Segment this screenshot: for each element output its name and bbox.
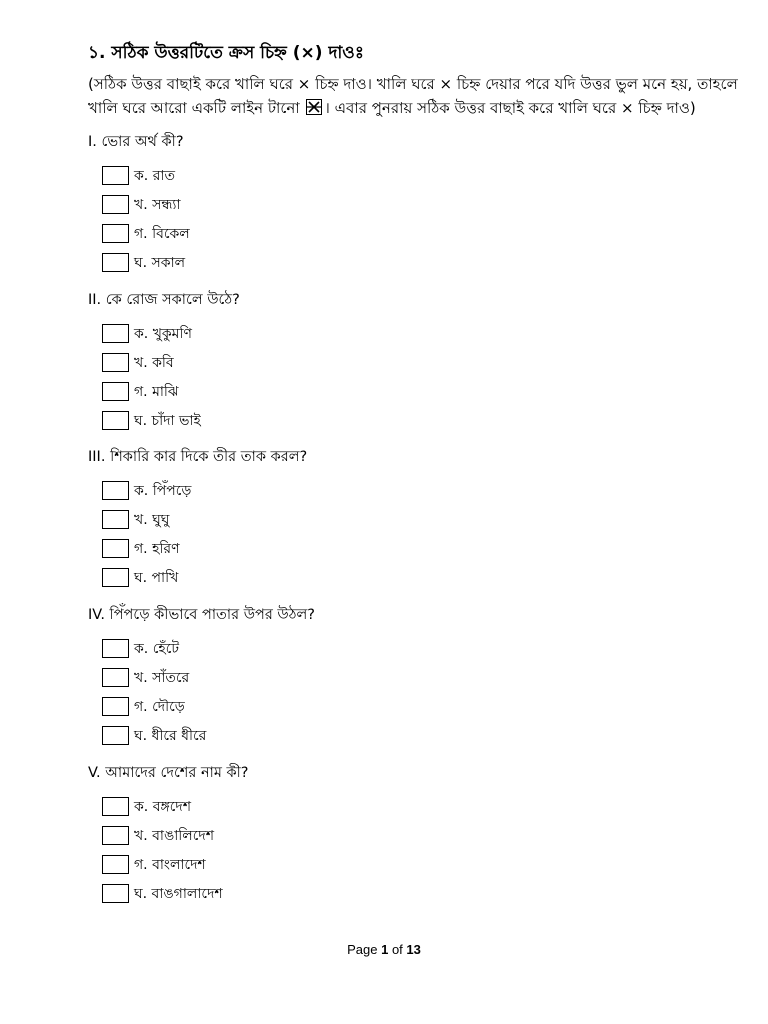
question-4 [88, 604, 688, 750]
option-ka [88, 476, 688, 505]
question-prompt: কে রোজ সকালে উঠে? [105, 292, 240, 308]
total-pages: 13 [406, 942, 421, 957]
answer-checkbox[interactable] [102, 195, 129, 214]
answer-checkbox[interactable] [102, 253, 129, 272]
answer-checkbox[interactable] [102, 855, 129, 874]
option-ka [88, 792, 688, 821]
question-text [88, 446, 688, 468]
option-gha [88, 406, 688, 435]
section-heading: ১. সঠিক উত্তরটিতে ক্রস চিহ্ন (×) দাওঃ [88, 43, 364, 63]
instructions-line-1: (সঠিক উত্তর বাছাই করে খালি ঘরে × চিহ্ন দাও। খালি ঘরে × চিহ্ন দেয়ার পরে যদি উত্তর ভুল মনে হয়, তাহলে [88, 75, 738, 93]
answer-checkbox[interactable] [102, 668, 129, 687]
instructions-line-2 [88, 96, 696, 120]
question-number: II. [88, 292, 102, 308]
option-gha [88, 248, 688, 277]
crossed-box-icon [306, 99, 322, 115]
option-label: গ. মাঝি [134, 383, 179, 400]
answer-checkbox[interactable] [102, 166, 129, 185]
answer-checkbox[interactable] [102, 568, 129, 587]
options-list [88, 634, 688, 750]
option-kha [88, 821, 688, 850]
page-word: Page [347, 942, 378, 957]
question-prompt: শিকারি কার দিকে তীর তাক করল? [110, 449, 308, 465]
page-footer [0, 942, 768, 957]
answer-checkbox[interactable] [102, 884, 129, 903]
option-label: ক. খুকুমণি [134, 325, 192, 342]
question-prompt: পিঁপড়ে কীভাবে পাতার উপর উঠল? [109, 607, 315, 623]
instructions [88, 72, 738, 120]
option-kha [88, 663, 688, 692]
current-page-number: 1 [381, 942, 389, 957]
options-list [88, 476, 688, 592]
question-text [88, 131, 688, 153]
options-list [88, 792, 688, 908]
answer-checkbox[interactable] [102, 324, 129, 343]
option-label: ঘ. পাখি [134, 569, 179, 586]
instructions-line-2-start: খালি ঘরে আরো একটি লাইন টানো [88, 99, 300, 117]
answer-checkbox[interactable] [102, 697, 129, 716]
answer-checkbox[interactable] [102, 797, 129, 816]
option-label: ঘ. চাঁদা ভাই [134, 412, 201, 429]
option-label: ক. রাত [134, 167, 175, 184]
option-label: খ. সাঁতরে [134, 669, 190, 686]
question-text [88, 604, 688, 626]
answer-checkbox[interactable] [102, 481, 129, 500]
question-2 [88, 289, 688, 435]
option-label: খ. ঘুঘু [134, 511, 170, 528]
answer-checkbox[interactable] [102, 826, 129, 845]
option-kha [88, 348, 688, 377]
question-1 [88, 131, 688, 277]
of-word: of [391, 942, 403, 957]
answer-checkbox[interactable] [102, 224, 129, 243]
option-label: খ. বাঙালিদেশ [134, 827, 214, 844]
option-label: খ. সন্ধ্যা [134, 196, 181, 213]
question-text [88, 289, 688, 311]
option-kha [88, 505, 688, 534]
option-label: ঘ. ধীরে ধীরে [134, 727, 207, 744]
option-label: ক. পিঁপড়ে [134, 482, 192, 499]
option-label: ঘ. বাঙগালাদেশ [134, 885, 223, 902]
answer-checkbox[interactable] [102, 353, 129, 372]
option-kha [88, 190, 688, 219]
option-label: গ. হরিণ [134, 540, 180, 557]
option-gha [88, 563, 688, 592]
option-ga [88, 534, 688, 563]
question-number: III. [88, 449, 106, 465]
question-5 [88, 762, 688, 908]
question-number: V. [88, 765, 101, 781]
option-label: গ. বাংলাদেশ [134, 856, 206, 873]
option-ka [88, 161, 688, 190]
options-list [88, 161, 688, 277]
option-ga [88, 377, 688, 406]
option-gha [88, 721, 688, 750]
question-3 [88, 446, 688, 592]
option-ga [88, 692, 688, 721]
option-ga [88, 219, 688, 248]
answer-checkbox[interactable] [102, 639, 129, 658]
options-list [88, 319, 688, 435]
option-gha [88, 879, 688, 908]
answer-checkbox[interactable] [102, 411, 129, 430]
option-label: খ. কবি [134, 354, 174, 371]
option-label: ক. হেঁটে [134, 640, 179, 657]
option-label: গ. বিকেল [134, 225, 190, 242]
answer-checkbox[interactable] [102, 510, 129, 529]
question-prompt: আমাদের দেশের নাম কী? [105, 765, 249, 781]
question-text [88, 762, 688, 784]
question-number: IV. [88, 607, 105, 623]
answer-checkbox[interactable] [102, 539, 129, 558]
option-ka [88, 319, 688, 348]
instructions-line-2-end: । এবার পুনরায় সঠিক উত্তর বাছাই করে খালি ঘরে × চিহ্ন দাও) [324, 99, 696, 117]
option-ka [88, 634, 688, 663]
question-prompt: ভোর অর্থ কী? [101, 134, 184, 150]
question-number: I. [88, 134, 97, 150]
option-label: ক. বঙ্গদেশ [134, 798, 192, 815]
option-ga [88, 850, 688, 879]
answer-checkbox[interactable] [102, 382, 129, 401]
option-label: গ. দৌড়ে [134, 698, 185, 715]
option-label: ঘ. সকাল [134, 254, 186, 271]
answer-checkbox[interactable] [102, 726, 129, 745]
